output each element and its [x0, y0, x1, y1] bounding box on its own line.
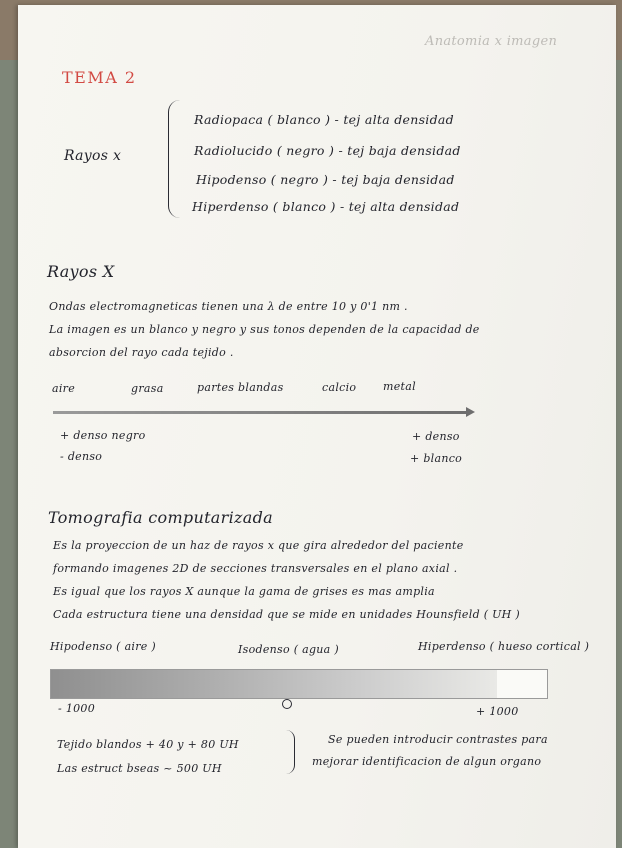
summary-item: Radiolucido ( negro ) - tej baja densidad [194, 143, 461, 158]
zero-mark [282, 699, 292, 709]
text-line: Es la proyeccion de un haz de rayos x que gira alrededor del paciente [53, 539, 464, 552]
contrast-note: Se pueden introducir contrastes para [328, 733, 548, 746]
tissue-note: Las estruct bseas ~ 500 UH [57, 762, 222, 775]
curly-brace [168, 100, 181, 218]
density-arrow [53, 411, 471, 414]
hu-label: Hipodenso ( aire ) [50, 640, 156, 653]
text-line: absorcion del rayo cada tejido . [49, 346, 234, 359]
summary-item: Hipodenso ( negro ) - tej baja densidad [196, 172, 455, 187]
note-left: + denso negro [60, 429, 146, 442]
rayos-label: Rayos x [64, 148, 122, 164]
grayscale-scale [50, 669, 548, 699]
grayscale-gradient [51, 670, 497, 698]
bracket [286, 730, 295, 774]
text-line: formando imagenes 2D de secciones transversales en el plano axial . [53, 562, 458, 575]
arrow-head-icon [466, 407, 475, 417]
section-heading: Rayos X [47, 262, 115, 281]
scale-label: calcio [322, 381, 357, 394]
notebook-page [18, 5, 616, 848]
page-header: Anatomia x imagen [425, 34, 558, 49]
scale-label: aire [52, 382, 76, 395]
text-line: La imagen es un blanco y negro y sus tonos dependen de la capacidad de [49, 323, 480, 336]
scale-label: metal [383, 380, 416, 393]
note-right: + denso [412, 430, 460, 443]
text-line: Cada estructura tiene una densidad que se mide en unidades Hounsfield ( UH ) [53, 608, 520, 621]
contrast-note: mejorar identificacion de algun organo [312, 755, 542, 768]
note-left: - denso [60, 450, 103, 463]
hu-value: + 1000 [476, 705, 519, 718]
note-right: + blanco [410, 452, 463, 465]
hu-label: Isodenso ( agua ) [238, 643, 339, 656]
scale-label: grasa [131, 382, 164, 395]
topic-title: TEMA 2 [62, 68, 137, 87]
text-line: Ondas electromagneticas tienen una λ de entre 10 y 0'1 nm . [49, 300, 408, 313]
scale-label: partes blandas [197, 381, 284, 394]
hu-label: Hiperdenso ( hueso cortical ) [418, 640, 590, 653]
text-line: Es igual que los rayos X aunque la gama de grises es mas amplia [53, 585, 435, 598]
section-heading: Tomografia computarizada [48, 508, 273, 527]
tissue-note: Tejido blandos + 40 y + 80 UH [57, 738, 239, 751]
summary-item: Hiperdenso ( blanco ) - tej alta densidad [192, 199, 460, 214]
hu-value: - 1000 [58, 702, 96, 715]
summary-item: Radiopaca ( blanco ) - tej alta densidad [194, 112, 454, 127]
